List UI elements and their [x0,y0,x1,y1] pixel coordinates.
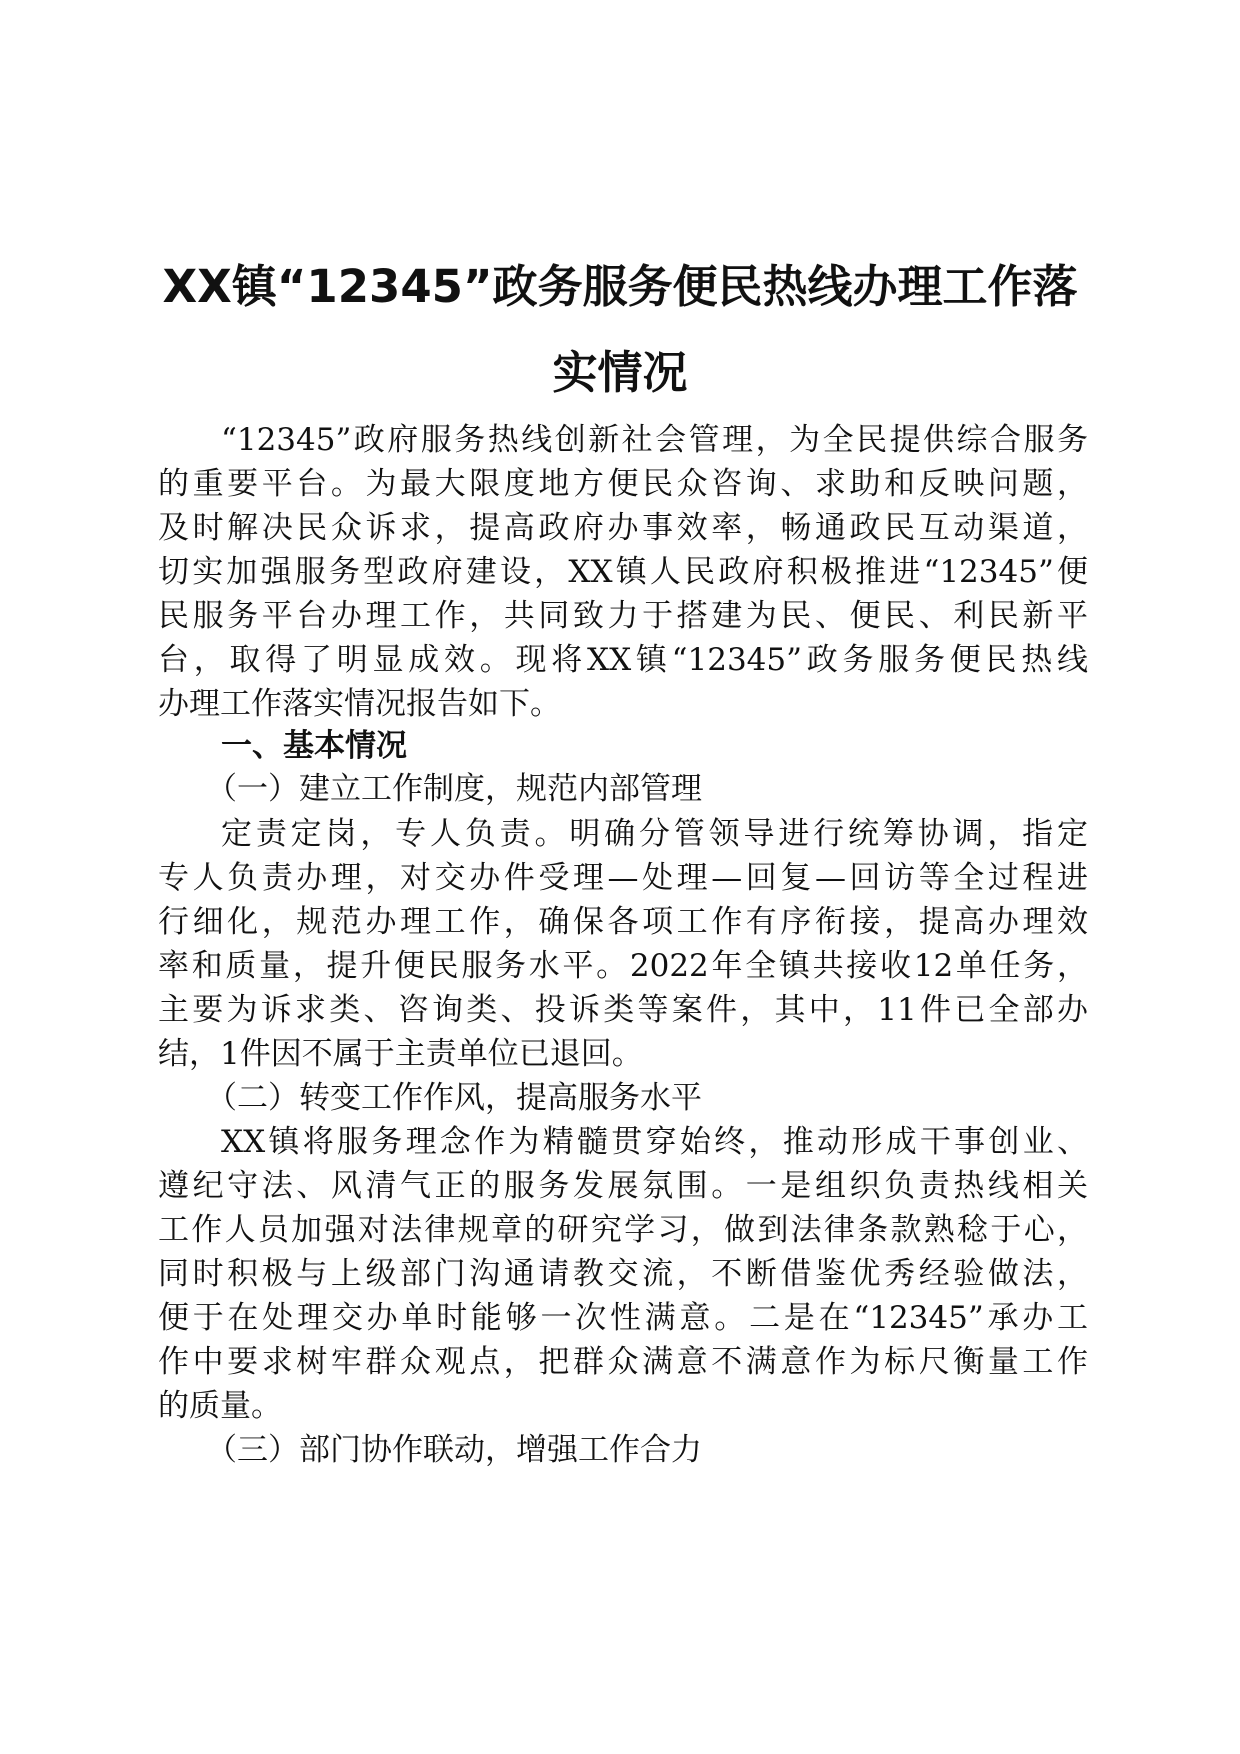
body-line: 同时积极与上级部门沟通请教交流，不断借鉴优秀经验做法， [158,1256,1088,1292]
subsection-heading: （三）部门协作联动，增强工作合力 [206,1432,702,1468]
body-line: 行细化，规范办理工作，确保各项工作有序衔接，提高办理效 [158,904,1088,940]
body-line: 遵纪守法、风清气正的服务发展氛围。一是组织负责热线相关 [158,1168,1088,1204]
body-line: 的质量。 [158,1388,282,1424]
body-line: 作中要求树牢群众观点，把群众满意不满意作为标尺衡量工作 [158,1344,1088,1380]
body-line: 结，1件因不属于主责单位已退回。 [158,1036,643,1072]
body-line: 定责定岗，专人负责。明确分管领导进行统筹协调，指定 [221,816,1088,852]
body-line: 率和质量，提升便民服务水平。2022年全镇共接收12单任务， [158,948,1088,984]
document-title-line-2: 实情况 [552,346,688,399]
body-line: XX镇将服务理念作为精髓贯穿始终，推动形成干事创业、 [221,1124,1088,1160]
intro-line: 切实加强服务型政府建设，XX镇人民政府积极推进“12345”便 [158,554,1088,590]
body-line: 主要为诉求类、咨询类、投诉类等案件，其中，11件已全部办 [158,992,1088,1028]
subsection-heading: （一）建立工作制度，规范内部管理 [206,771,702,807]
body-line: 专人负责办理，对交办件受理—处理—回复—回访等全过程进 [158,860,1088,896]
subsection-heading: （二）转变工作作风，提高服务水平 [206,1080,702,1116]
body-line: 便于在处理交办单时能够一次性满意。二是在“12345”承办工 [158,1300,1088,1336]
intro-line: 民服务平台办理工作，共同致力于搭建为民、便民、利民新平 [158,598,1088,634]
section-heading: 一、基本情况 [221,728,407,764]
document-title-line-1: XX镇“12345”政务服务便民热线办理工作落 [162,260,1078,313]
intro-line: 及时解决民众诉求，提高政府办事效率，畅通政民互动渠道， [158,510,1088,546]
body-line: 工作人员加强对法律规章的研究学习，做到法律条款熟稔于心， [158,1212,1088,1248]
intro-line: 台，取得了明显成效。现将XX镇“12345”政务服务便民热线 [158,642,1088,678]
intro-line: 办理工作落实情况报告如下。 [158,686,561,722]
intro-line: 的重要平台。为最大限度地方便民众咨询、求助和反映问题， [158,466,1088,502]
intro-line: “12345”政府服务热线创新社会管理，为全民提供综合服务 [221,422,1088,458]
